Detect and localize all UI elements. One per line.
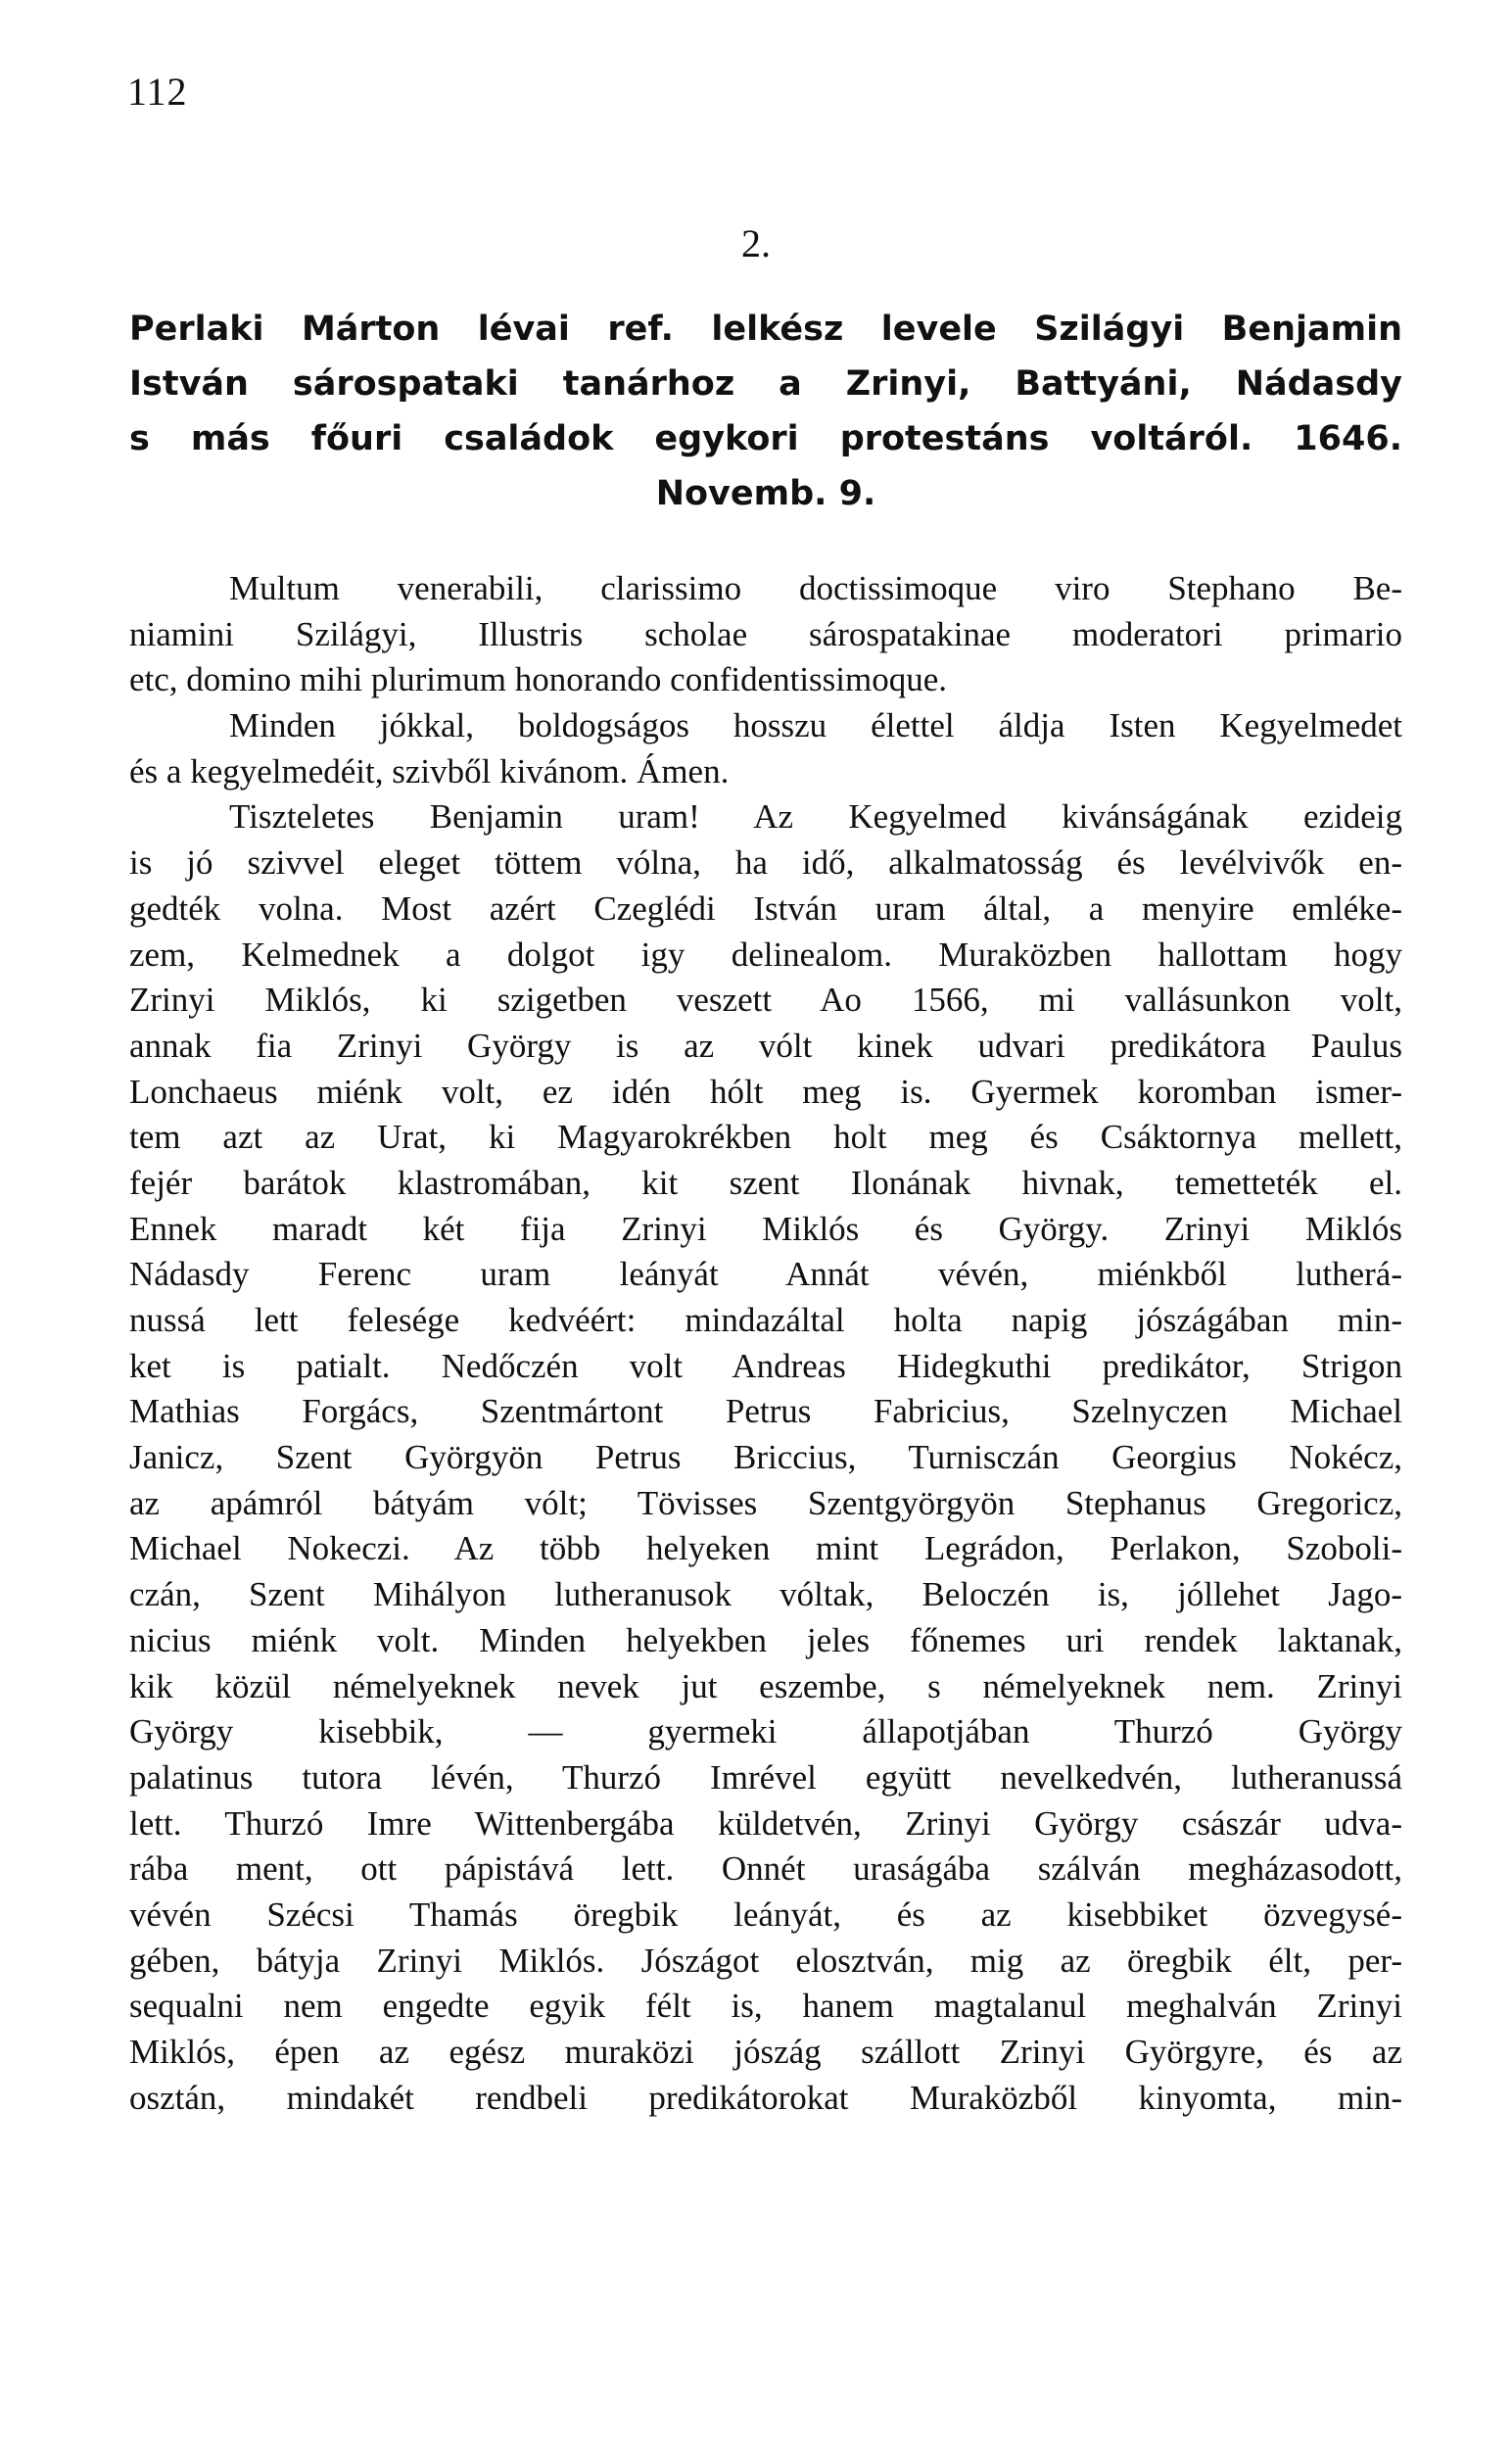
text-line: rába ment, ott pápistává lett. Onnét uraságába szálván megházasodott, (129, 1849, 1402, 1889)
text-line: nussá lett felesége kedvéért: mindazáltal holta napig jószágában min- (129, 1301, 1402, 1339)
heading-line: Perlaki Márton lévai ref. lelkész levele Szilágyi Benjamin (129, 310, 1402, 349)
text-line: Miklós, épen az egész muraközi jószág szállott Zrinyi Györgyre, és az (129, 2033, 1402, 2071)
text-line: az apámról bátyám vólt; Tövisses Szentgyörgyön Stephanus Gregoricz, (129, 1483, 1402, 1522)
text-line: György kisebbik, — gyermeki állapotjában Thurzó György (129, 1712, 1402, 1751)
text-line: Ennek maradt két fija Zrinyi Miklós és György. Zrinyi Miklós (129, 1209, 1402, 1248)
text-line: ket is patialt. Nedőczén volt Andreas Hidegkuthi predikátor, Strigon (129, 1346, 1402, 1385)
text-line: tem azt az Urat, ki Magyarokrékben holt meg és Csáktornya mellett, (129, 1118, 1402, 1157)
text-line: Multum venerabili, clarissimo doctissimoque viro Stephano Be- (229, 569, 1402, 607)
text-line: czán, Szent Mihályon lutheranusok vóltak, Beloczén is, jóllehet Jago- (129, 1575, 1402, 1614)
letter-heading (129, 302, 1402, 521)
text-line: Mathias Forgács, Szentmártont Petrus Fabricius, Szelnyczen Michael (129, 1392, 1402, 1431)
text-line: lett. Thurzó Imre Wittenbergába küldetvén, Zrinyi György császár udva- (129, 1803, 1402, 1843)
letter-body (129, 566, 1402, 2121)
heading-line: István sárospataki tanárhoz a Zrinyi, Battyáni, Nádasdy (129, 364, 1402, 404)
page-number: 112 (127, 70, 188, 114)
text-line: annak fia Zrinyi György is az vólt kinek udvari predikátora Paulus (129, 1026, 1402, 1065)
heading-line: Novemb. 9. (655, 474, 876, 513)
text-line: Nádasdy Ferenc uram leányát Annát vévén, miénkből lutherá- (129, 1255, 1402, 1294)
text-line: sequalni nem engedte egyik félt is, hanem magtalanul meghalván Zrinyi (129, 1987, 1402, 2026)
text-line: nicius miénk volt. Minden helyekben jeles főnemes uri rendek laktanak, (129, 1620, 1402, 1659)
text-line: vévén Szécsi Thamás öregbik leányát, és az kisebbiket özvegysé- (129, 1894, 1402, 1934)
text-line: Zrinyi Miklós, ki szigetben veszett Ao 1566, mi vallásunkon volt, (129, 981, 1402, 1020)
text-line: kik közül némelyeknek nevek jut eszembe, s némelyeknek nem. Zrinyi (129, 1666, 1402, 1705)
text-line: niamini Szilágyi, Illustris scholae sárospatakinae moderatori primario (129, 614, 1402, 653)
text-line: zem, Kelmednek a dolgot igy delinealom. Muraközben hallottam hogy (129, 935, 1402, 974)
text-line: palatinus tutora lévén, Thurzó Imrével együtt nevelkedvén, lutheranussá (129, 1757, 1402, 1797)
text-line: osztán, mindakét rendbeli predikátorokat Muraközből kinyomta, min- (129, 2078, 1402, 2117)
text-line: Lonchaeus miénk volt, ez idén hólt meg is. Gyermek koromban ismer- (129, 1072, 1402, 1111)
text-line: Janicz, Szent Györgyön Petrus Briccius, Turnisczán Georgius Nokécz, (129, 1438, 1402, 1477)
text-line: gedték volna. Most azért Czeglédi István uram által, a menyire emléke- (129, 888, 1402, 928)
text-line: és a kegyelmedéit, szivből kivánom. Ámen. (129, 751, 730, 791)
text-line: Michael Nokeczi. Az több helyeken mint Legrádon, Perlakon, Szoboli- (129, 1529, 1402, 1568)
text-line: etc, domino mihi plurimum honorando confidentissimoque. (129, 660, 948, 699)
text-line: Minden jókkal, boldogságos hosszu élettel áldja Isten Kegyelmedet (229, 706, 1402, 745)
text-line: Tiszteletes Benjamin uram! Az Kegyelmed kivánságának ezideig (229, 797, 1402, 837)
text-line: gében, bátyja Zrinyi Miklós. Jószágot elosztván, mig az öregbik élt, per- (129, 1941, 1402, 1980)
text-line: fejér barátok klastromában, kit szent Ilonának hivnak, temetteték el. (129, 1163, 1402, 1202)
heading-line: s más főuri családok egykori protestáns voltáról. 1646. (129, 419, 1402, 458)
text-line: is jó szivvel eleget töttem vólna, ha idő, alkalmatosság és levélvivők en- (129, 843, 1402, 883)
section-number: 2. (741, 221, 771, 265)
